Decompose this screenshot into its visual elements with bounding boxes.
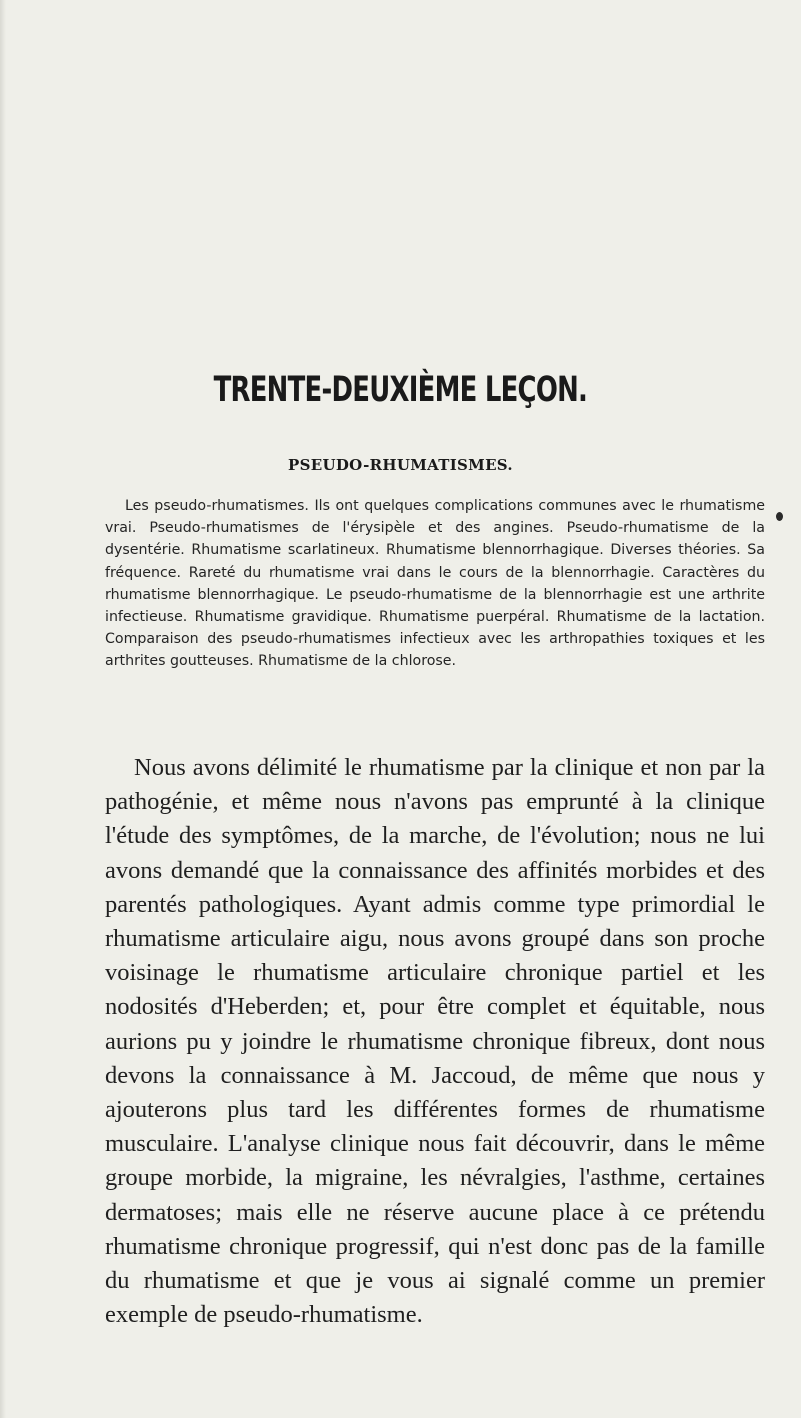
lesson-summary: Les pseudo-rhumatismes. Ils ont quelques complications communes avec le rhumatisme vrai. Pseudo-rhumatismes de l'érysipèle et des angines. Pseudo-rhumatisme de la dysentérie. Rhumatisme scarlatineux. Rhumatisme blennorrhagique. Diverses théories. Sa fréquence. Rareté du rhumatisme vrai dans le cours de la blennorrhagie. Caractères du rhumatisme blennorrhagique. Le pseudo-rhumatisme de la blennorrhagie est une arthrite infectieuse. Rhumatisme gravidique. Rhumatisme puerpéral. Rhumatisme de la lactation. Comparaison des pseudo-rhumatismes infectieux avec les arthropathies toxiques et les arthrites goutteuses. Rhumatisme de la chlorose. [105,498,765,670]
lesson-title: TRENTE-DEUXIÈME LEÇON. [213,370,588,410]
page-edge-shadow [0,0,6,1418]
lesson-subtitle: PSEUDO-RHUMATISMES. [288,456,513,474]
ink-dot-mark [776,512,783,521]
body-paragraph: Nous avons délimité le rhumatisme par la clinique et non par la pathogénie, et même nous n'avons pas emprunté à la clinique l'étude des symptômes, de la marche, de l'évolution; nous ne lui avons demandé que la connaissance des affinités morbides et des parentés pathologiques. Ayant admis comme type primordial le rhumatisme articulaire aigu, nous avons groupé dans son proche voisinage le rhumatisme articulaire chronique partiel et les nodosités d'Heberden; et, pour être complet et équitable, nous aurions pu y joindre le rhumatisme chronique fibreux, dont nous devons la connaissance à M. Jaccoud, de même que nous y ajouterons plus tard les différentes formes de rhumatisme musculaire. L'analyse clinique nous fait découvrir, dans le même groupe morbide, la migraine, les névralgies, l'asthme, certaines dermatoses; mais elle ne réserve aucune place à ce prétendu rhumatisme chronique progressif, qui n'est donc pas de la famille du rhumatisme et que je vous ai signalé comme un premier exemple de pseudo-rhumatisme. [105,754,765,1329]
